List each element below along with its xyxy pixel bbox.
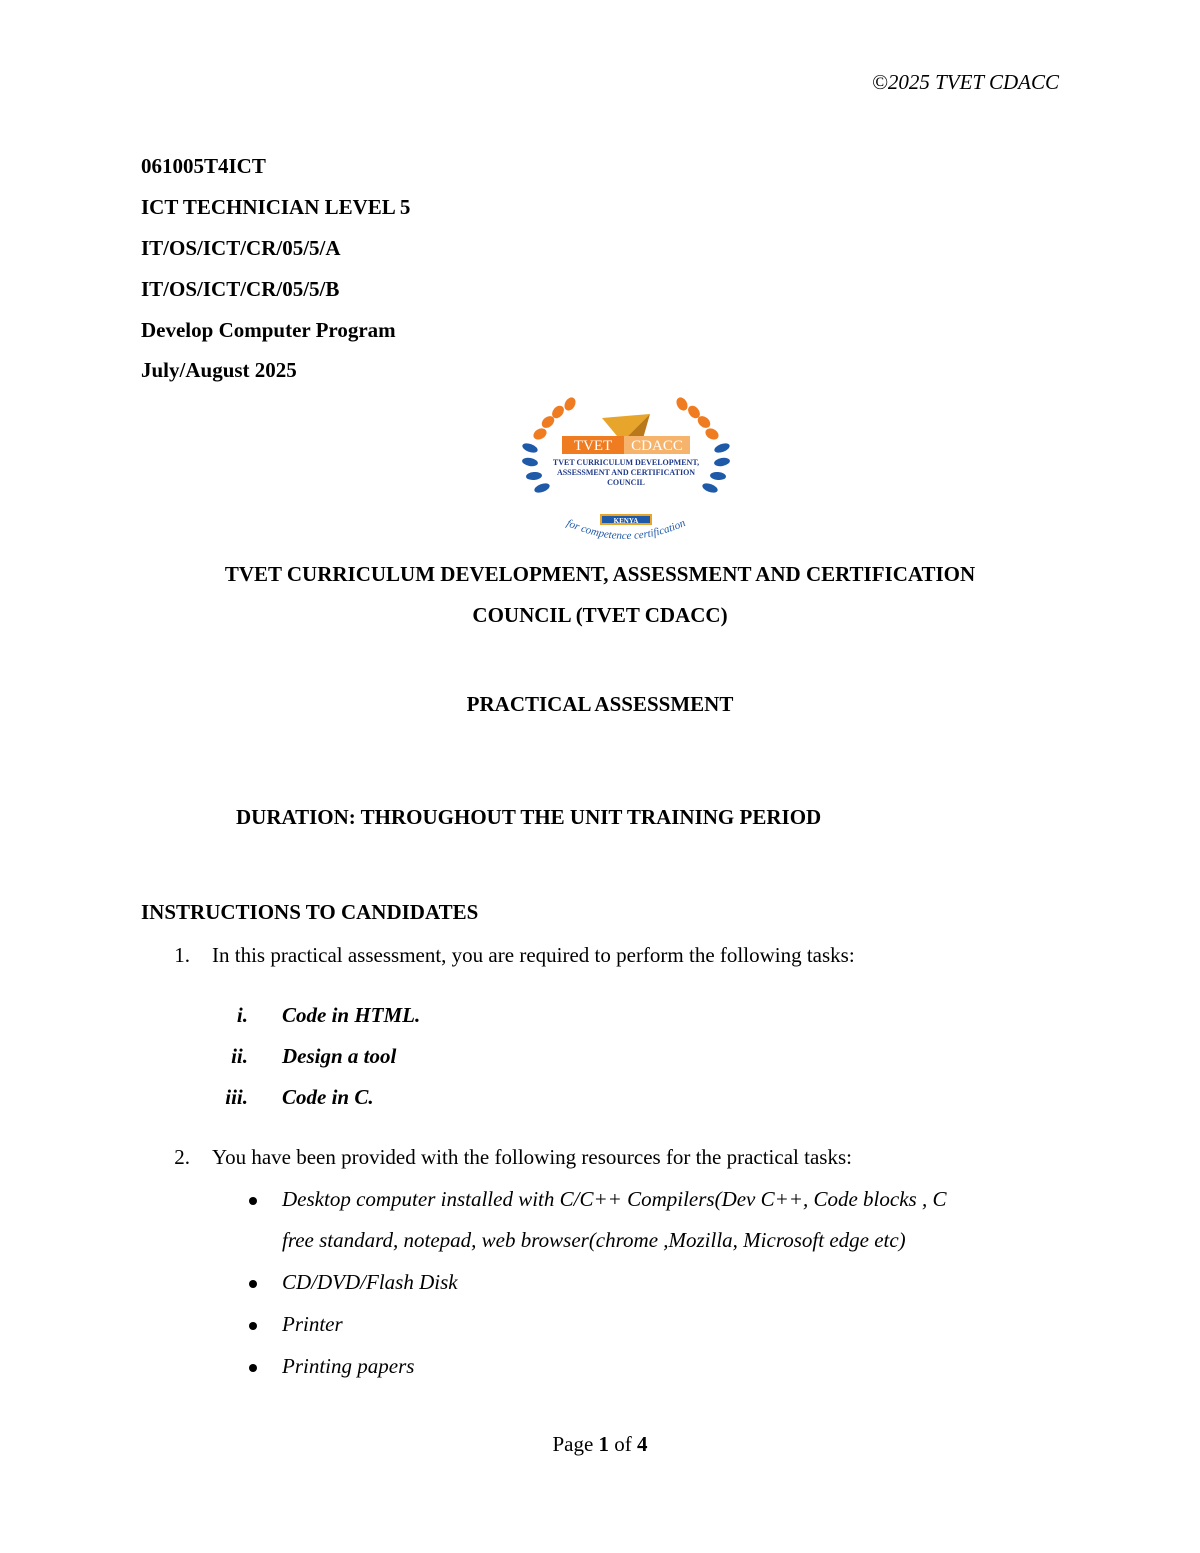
unit-code-a: IT/OS/ICT/CR/05/5/A	[141, 236, 341, 260]
instructions-title: INSTRUCTIONS TO CANDIDATES	[141, 900, 479, 924]
council-name-line1: TVET CURRICULUM DEVELOPMENT, ASSESSMENT AND CERTIFICATION	[224, 562, 976, 586]
council-name-line2: COUNCIL (TVET CDACC)	[472, 603, 728, 627]
resource-text: free standard, notepad, web browser(chrome ,Mozilla, Microsoft edge etc)	[282, 1228, 906, 1252]
task-item	[178, 1044, 778, 1072]
bullet-icon	[249, 1197, 257, 1205]
svg-text:CDACC: CDACC	[631, 438, 683, 454]
resource-item	[249, 1270, 1069, 1298]
resource-item-continuation	[249, 1228, 1069, 1256]
bullet-icon	[249, 1280, 257, 1288]
svg-text:TVET: TVET	[573, 438, 613, 454]
list-number: 1.	[174, 943, 190, 967]
svg-text:ASSESSMENT AND CERTIFICATION: ASSESSMENT AND CERTIFICATION	[556, 468, 696, 477]
page-word: Page	[552, 1432, 594, 1456]
task-item	[178, 1085, 778, 1113]
page-current: 1	[598, 1432, 610, 1456]
list-number: 2.	[174, 1145, 190, 1169]
list-text: In this practical assessment, you are required to perform the following tasks:	[212, 943, 855, 967]
task-text: Design a tool	[282, 1044, 397, 1068]
bullet-icon	[249, 1364, 257, 1372]
svg-text:for competence certification: for competence certification	[564, 517, 688, 542]
task-number: ii.	[231, 1044, 248, 1068]
resource-text: CD/DVD/Flash Disk	[282, 1270, 458, 1294]
list-text: You have been provided with the following resources for the practical tasks:	[212, 1145, 852, 1169]
task-item	[178, 1003, 778, 1031]
resource-item	[249, 1354, 1069, 1382]
resource-text: Printing papers	[282, 1354, 415, 1378]
of-word: of	[614, 1432, 632, 1456]
page-total: 4	[637, 1432, 648, 1456]
resource-item	[249, 1187, 1069, 1215]
page-footer	[0, 1432, 1200, 1457]
resource-text: Desktop computer installed with C/C++ Compilers(Dev C++, Code blocks , C	[282, 1187, 947, 1211]
tvet-cdacc-logo	[518, 392, 734, 542]
task-text: Code in C.	[282, 1085, 374, 1109]
instruction-item-2	[160, 1145, 1060, 1173]
course-level: ICT TECHNICIAN LEVEL 5	[141, 195, 411, 219]
task-number: i.	[236, 1003, 248, 1027]
assessment-title: PRACTICAL ASSESSMENT	[466, 692, 734, 716]
duration: DURATION: THROUGHOUT THE UNIT TRAINING PERIOD	[236, 805, 822, 829]
resource-item	[249, 1312, 1069, 1340]
task-number: iii.	[225, 1085, 248, 1109]
bullet-icon	[249, 1322, 257, 1330]
resource-text: Printer	[282, 1312, 343, 1336]
task-text: Code in HTML.	[282, 1003, 421, 1027]
course-code: 061005T4ICT	[141, 154, 266, 178]
unit-code-b: IT/OS/ICT/CR/05/5/B	[141, 277, 340, 301]
svg-text:TVET CURRICULUM DEVELOPMENT,: TVET CURRICULUM DEVELOPMENT,	[552, 458, 700, 467]
unit-title: Develop Computer Program	[141, 318, 396, 342]
svg-text:COUNCIL: COUNCIL	[607, 478, 645, 487]
instruction-item-1	[160, 943, 1060, 971]
copyright-header: ©2025 TVET CDACC	[871, 70, 1059, 94]
exam-period: July/August 2025	[141, 358, 297, 382]
svg-text:KENYA: KENYA	[613, 517, 639, 525]
